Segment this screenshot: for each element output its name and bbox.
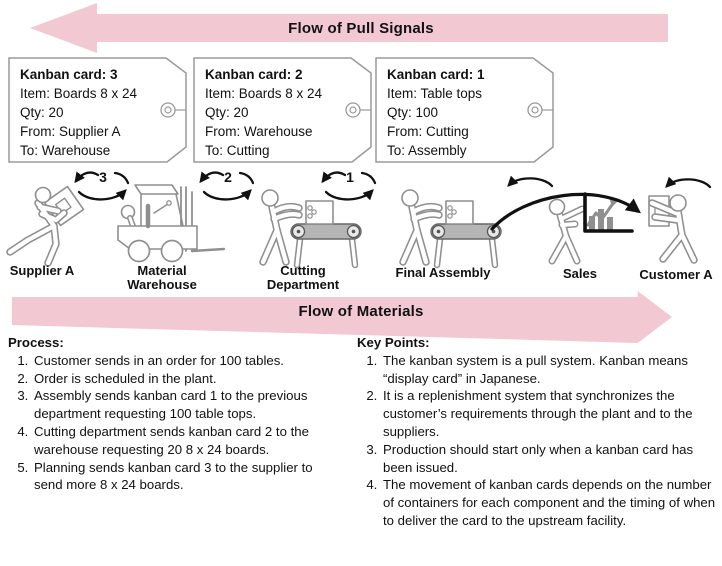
card-title: Kanban card: 3 [20,67,118,82]
materials-flow-label: Flow of Materials [298,303,424,320]
signal-number-3: 3 [99,169,107,185]
sales-figure [550,194,633,261]
key-point-item: 1. The kanban system is a pull system. Kanban means “display card” in Japanese. [381,352,719,388]
key-points-heading: Key Points: [357,335,430,350]
process-heading: Process: [8,335,64,350]
sales-chart-icon [585,194,632,231]
station-label-material-warehouse: Material Warehouse [127,263,197,292]
process-item: 1. Customer sends in an order for 100 tables. [32,352,320,370]
process-item: 2. Order is scheduled in the plant. [32,370,320,388]
card-title: Kanban card: 2 [205,67,303,82]
card-to: To: Assembly [387,143,467,158]
key-point-item: 2. It is a replenishment system that synchronizes the customer’s requirements through the plant and to the suppliers. [381,387,719,440]
process-section [8,334,320,494]
card-qty: Qty: 20 [205,105,249,120]
pull-signal-arrow-sales [509,178,552,186]
cutting-figure [262,190,361,265]
station-label-cutting-department: Cutting Department [266,263,340,292]
station-label-final-assembly: Final Assembly [395,265,491,280]
pull-signal-arrow-customer [667,179,710,187]
key-point-item: 4. The movement of kanban cards depends on the number of containers for each component and the timing of when to deliver the card to the upstream facility. [381,476,719,529]
card-title: Kanban card: 1 [387,67,485,82]
process-item: 3. Assembly sends kanban card 1 to the previous department requesting 100 table tops. [32,387,320,423]
key-points-list [357,352,719,530]
card-qty: Qty: 100 [387,105,439,120]
card-from: From: Supplier A [20,124,121,139]
supplier-a-figure [10,187,83,263]
process-list [8,352,320,494]
card-to: To: Warehouse [20,143,111,158]
card-from: From: Cutting [387,124,469,139]
station-label-customer-a: Customer A [639,267,713,282]
card-qty: Qty: 20 [20,105,64,120]
card-item: Item: Boards 8 x 24 [20,86,138,101]
card-item: Item: Table tops [387,86,483,101]
card-from: From: Warehouse [205,124,313,139]
card-item: Item: Boards 8 x 24 [205,86,323,101]
pull-signals-label: Flow of Pull Signals [288,20,434,37]
process-item: 4. Cutting department sends kanban card 2 to the warehouse requesting 20 8 x 24 boards. [32,423,320,459]
key-points-section [357,334,719,530]
station-label-supplier-a: Supplier A [9,263,75,278]
card-to: To: Cutting [205,143,270,158]
signal-number-1: 1 [346,169,354,185]
customer-a-figure [649,195,694,260]
signal-number-2: 2 [224,169,232,185]
final-assembly-figure [402,190,501,265]
station-label-sales: Sales [563,266,597,281]
key-point-item: 3. Production should start only when a kanban card has been issued. [381,441,719,477]
process-item: 5. Planning sends kanban card 3 to the supplier to send more 8 x 24 boards. [32,459,320,495]
